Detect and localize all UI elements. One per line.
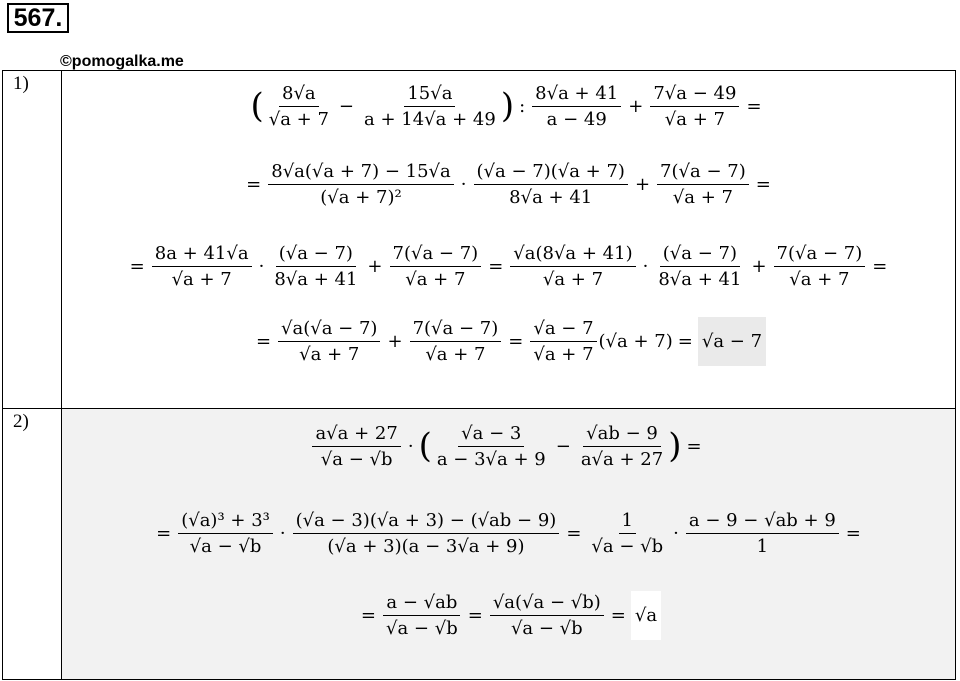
fraction [268, 161, 454, 208]
fraction [510, 243, 635, 290]
equation-line [62, 75, 955, 137]
operator: · [460, 173, 467, 195]
operator: = [677, 330, 693, 352]
operator: − [555, 435, 571, 457]
fraction [434, 423, 549, 470]
solution-row-1 [3, 71, 955, 409]
fraction [588, 510, 666, 557]
denominator: a + 14√a + 49 [364, 108, 496, 130]
fraction [293, 510, 560, 557]
operator: = [467, 604, 483, 626]
numerator: √a(√a − 7) [278, 318, 380, 342]
denominator: 1 [756, 535, 769, 557]
fraction [657, 161, 749, 208]
equation-line [62, 307, 955, 375]
denominator: √a − √b [386, 617, 458, 639]
row-number-cell [3, 409, 62, 679]
denominator: a − 49 [546, 108, 607, 130]
denominator: √a + 7 [171, 268, 232, 290]
denominator: √a + 7 [664, 108, 725, 130]
final-answer: √a [631, 591, 661, 640]
part-label: 1) [13, 73, 29, 94]
fraction [490, 592, 604, 639]
operator: = [156, 522, 172, 544]
operator: · [673, 522, 679, 544]
denominator: √a + 7 [542, 268, 604, 290]
denominator: √a − √b [591, 535, 664, 557]
numerator: √a(√a − √b) [490, 592, 604, 616]
operator: + [751, 255, 767, 277]
operator: · [407, 435, 414, 457]
row-number-cell [3, 71, 62, 408]
denominator: (√a + 3)(a − 3√a + 9) [327, 535, 525, 557]
fraction [271, 243, 360, 290]
numerator: (√a)³ + 3³ [178, 510, 273, 534]
numerator: 8√a(√a + 7) − 15√a [268, 161, 454, 185]
numerator: a√a + 27 [312, 423, 400, 447]
operator: = [508, 330, 524, 352]
equation-line [62, 413, 955, 479]
denominator: 8√a + 41 [658, 268, 742, 290]
operator: = [246, 173, 262, 195]
numerator: √a − 3 [458, 423, 524, 447]
denominator: 8√a + 41 [274, 268, 358, 290]
open-paren: ( [418, 426, 432, 466]
numerator: (√a − 7)(√a + 7) [474, 161, 628, 185]
operator: = [755, 173, 771, 195]
denominator: √a + 7 [789, 268, 850, 290]
fraction [532, 83, 621, 130]
fraction [383, 592, 461, 639]
fraction [266, 83, 332, 130]
fraction [578, 423, 666, 470]
denominator: a√a + 27 [580, 448, 664, 470]
fraction [410, 318, 502, 365]
final-answer: √a − 7 [698, 317, 766, 366]
close-paren: ) [668, 426, 682, 466]
solution-content [62, 409, 955, 679]
operator: + [367, 255, 383, 277]
denominator: √a − √b [189, 535, 262, 557]
numerator: 8a + 41√a [152, 243, 252, 267]
operator: + [628, 95, 644, 117]
operator: = [845, 522, 861, 544]
fraction [178, 510, 273, 557]
equation-line [62, 579, 955, 651]
operator: + [634, 173, 651, 195]
operator: = [872, 255, 888, 277]
fraction [474, 161, 628, 208]
operator: = [746, 95, 762, 117]
denominator: √a + 7 [268, 108, 329, 130]
open-paren: ( [250, 86, 264, 126]
fraction [530, 318, 596, 365]
numerator: (√a − 7) [660, 243, 740, 267]
denominator: √a + 7 [299, 343, 360, 365]
fraction [655, 243, 744, 290]
fraction [152, 243, 252, 290]
numerator: √a(8√a + 41) [510, 243, 635, 267]
numerator: 7(√a − 7) [774, 243, 866, 267]
operator: − [338, 95, 355, 117]
denominator: √a − √b [510, 617, 583, 639]
numerator: 1 [619, 510, 636, 534]
denominator: √a − √b [320, 448, 393, 470]
fraction [312, 423, 400, 470]
numerator: 7(√a − 7) [390, 243, 482, 267]
equation-line [62, 497, 955, 569]
numerator: (√a − 7) [276, 243, 356, 267]
problem-number: 567. [7, 3, 69, 33]
fraction [686, 510, 839, 557]
numerator: 7(√a − 7) [410, 318, 502, 342]
equation-line [62, 149, 955, 219]
numerator: a − √ab [383, 592, 460, 616]
denominator: √a + 7 [672, 186, 733, 208]
operator: = [488, 255, 504, 277]
numerator: a − 9 − √ab + 9 [686, 510, 839, 534]
denominator: a − 3√a + 9 [436, 448, 546, 470]
operator: : [519, 95, 526, 117]
numerator: 7√a − 49 [650, 83, 739, 107]
denominator: 8√a + 41 [509, 186, 593, 208]
operator: · [642, 255, 649, 277]
fraction [650, 83, 739, 130]
fraction [390, 243, 482, 290]
numerator: 15√a [404, 83, 455, 107]
solution-row-2 [3, 409, 955, 679]
operator: · [258, 255, 265, 277]
numerator: 8√a + 41 [532, 83, 621, 107]
fraction [361, 83, 499, 130]
numerator: (√a − 3)(√a + 3) − (√ab − 9) [293, 510, 560, 534]
denominator: √a + 7 [425, 343, 486, 365]
operator: · [279, 522, 286, 544]
watermark: ©pomogalka.me [60, 53, 184, 70]
close-paren: ) [500, 86, 515, 126]
multiplier: (√a + 7) [598, 330, 673, 352]
operator: = [566, 522, 582, 544]
operator: = [686, 435, 702, 457]
solution-content [62, 71, 955, 408]
operator: + [387, 330, 403, 352]
denominator: √a + 7 [533, 343, 594, 365]
operator: = [129, 255, 145, 277]
solution-table [2, 70, 956, 680]
denominator: (√a + 7)² [320, 186, 402, 208]
equation-line [62, 231, 955, 301]
operator: = [610, 604, 626, 626]
part-label: 2) [13, 411, 29, 432]
fraction [774, 243, 866, 290]
operator: = [255, 330, 272, 352]
numerator: 7(√a − 7) [657, 161, 749, 185]
numerator: 8√a [279, 83, 319, 107]
numerator: √a − 7 [530, 318, 596, 342]
numerator: √ab − 9 [583, 423, 661, 447]
operator: = [360, 604, 376, 626]
fraction [278, 318, 380, 365]
denominator: √a + 7 [405, 268, 466, 290]
